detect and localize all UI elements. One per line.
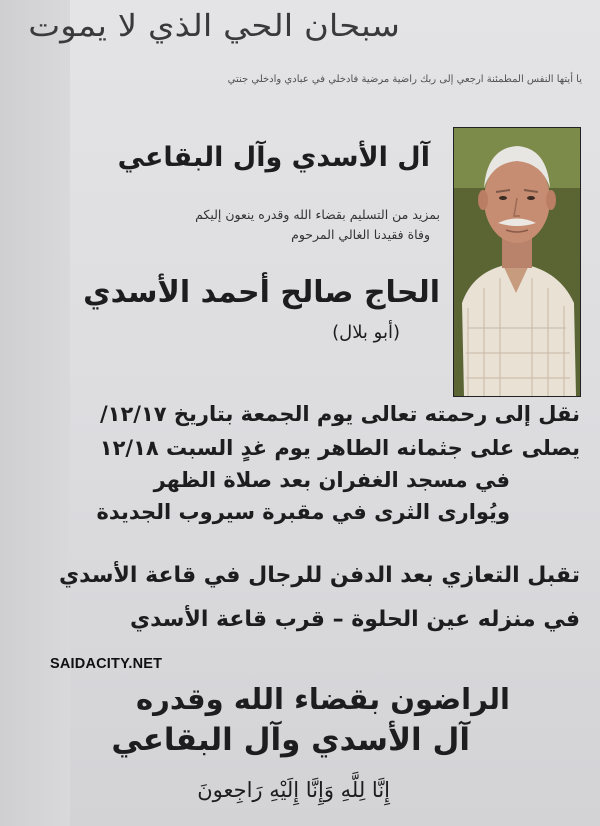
quran-verse-header: يا أيتها النفس المطمئنة ارجعي إلى ربك راضية مرضية فادخلي في عبادي وادخلي جنتي bbox=[227, 74, 582, 85]
death-date-line: نقل إلى رحمته تعالى يوم الجمعة بتاريخ ١٢/١٧/ bbox=[99, 402, 580, 426]
deceased-photo bbox=[453, 127, 581, 397]
condolences-men-line: تقبل التعازي بعد الدفن للرجال في قاعة الأسدي bbox=[59, 563, 580, 588]
intro-line-1: بمزيد من التسليم بقضاء الله وقدره ينعون إليكم bbox=[195, 207, 440, 222]
mosque-line: في مسجد الغفران بعد صلاة الظهر bbox=[153, 468, 510, 492]
portrait-illustration bbox=[454, 128, 580, 396]
site-watermark: SAIDACITY.NET bbox=[50, 656, 163, 672]
funeral-prayer-line: يصلى على جثمانه الطاهر يوم غدٍ السبت ١٢/١٨ bbox=[99, 436, 580, 460]
left-margin-band bbox=[0, 0, 70, 826]
calligraphy-header: سبحان الحي الذي لا يموت bbox=[28, 8, 400, 44]
family-names-bottom: آل الأسدي وآل البقاعي bbox=[111, 722, 470, 758]
family-names-top: آل الأسدي وآل البقاعي bbox=[117, 142, 430, 173]
deceased-name: الحاج صالح أحمد الأسدي bbox=[83, 275, 440, 310]
burial-line: ويُوارى الثرى في مقبرة سيروب الجديدة bbox=[96, 500, 510, 524]
deceased-nickname: (أبو بلال) bbox=[332, 322, 400, 343]
resigned-line: الراضون بقضاء الله وقدره bbox=[136, 682, 510, 716]
quran-closing-verse: إِنَّا لِلَّهِ وَإِنَّا إِلَيْهِ رَاجِعونَ bbox=[197, 778, 390, 802]
condolences-home-line: في منزله عين الحلوة – قرب قاعة الأسدي bbox=[129, 607, 580, 632]
intro-line-2: وفاة فقيدنا الغالي المرحوم bbox=[291, 227, 430, 242]
